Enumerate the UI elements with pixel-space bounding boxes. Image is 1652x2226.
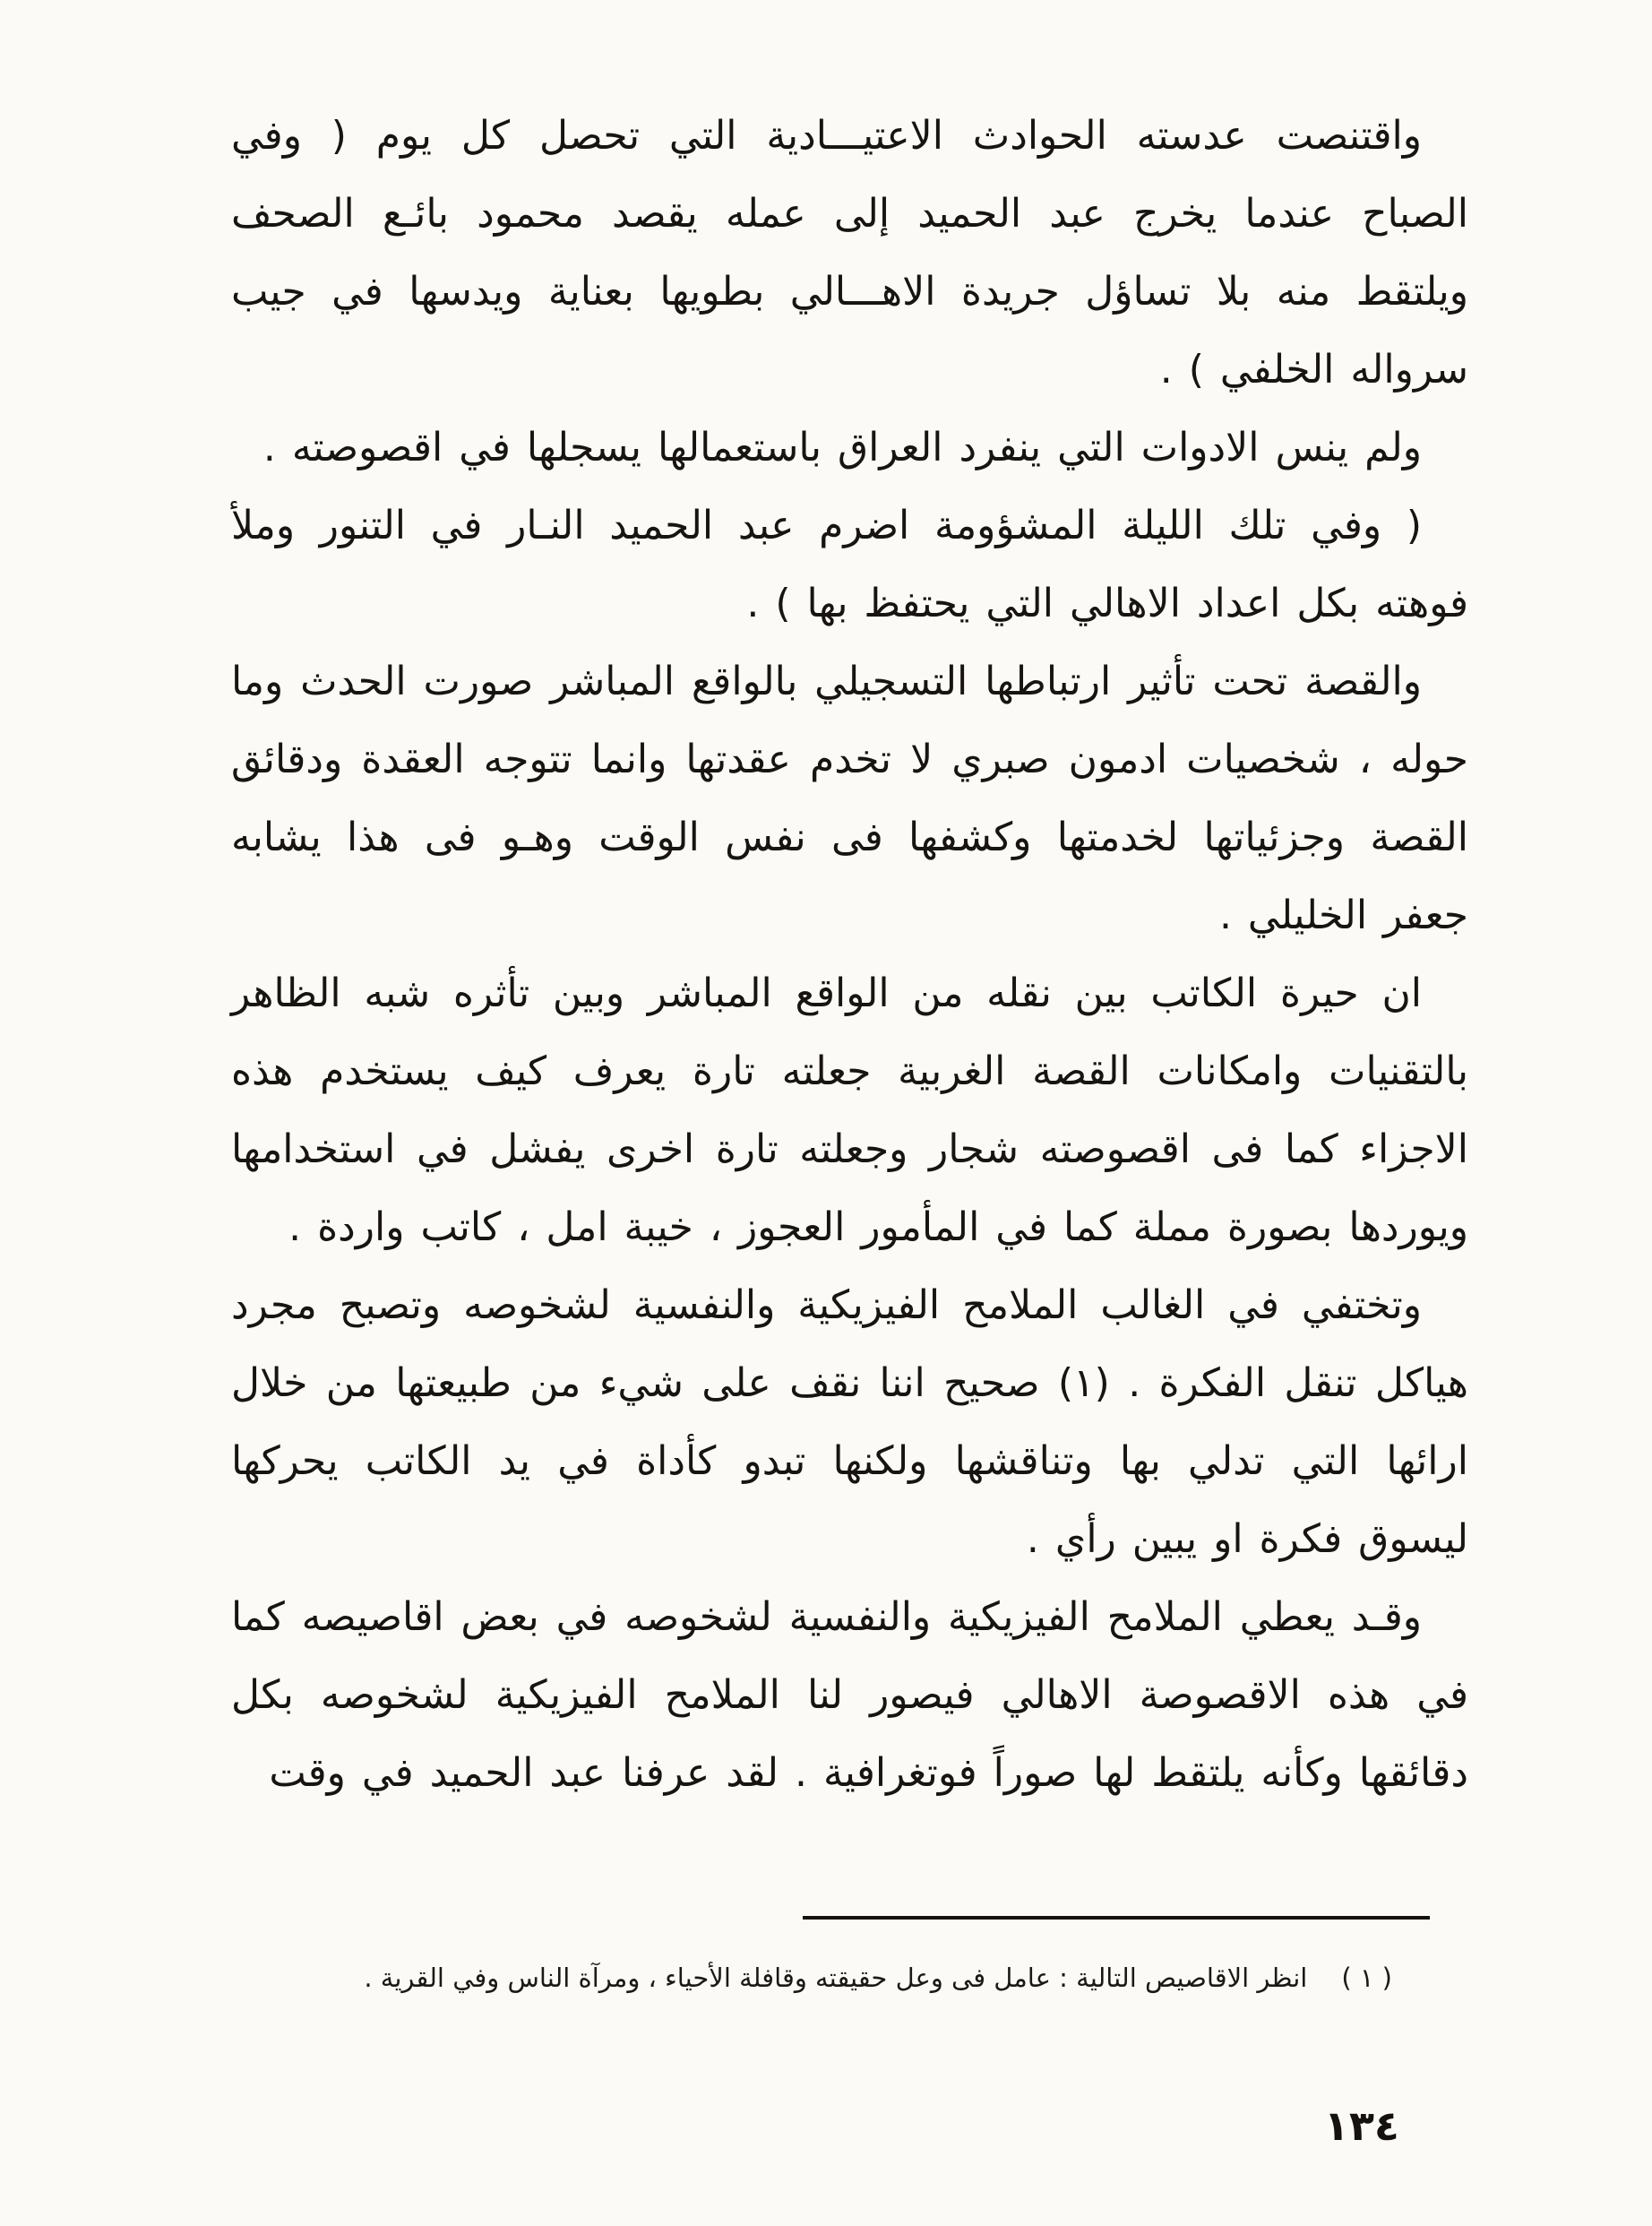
paragraph: واقتنصت عدسته الحوادث الاعتيـــادية التي تحصل كل يوم ( وفي الصباح عندما يخرج عبد الحميد إلى عمله يقصد محمود بائـع الصحف ويلتقط منه بلا تساؤل جريدة الاهـــالي بطويها بعناية ويدسها في جيب سرواله الخلفي ) .	[231, 113, 1468, 393]
footnote-divider-rule	[803, 1916, 1430, 1920]
footnote	[269, 1958, 1392, 1997]
paragraph: وقـد يعطي الملامح الفيزيكية والنفسية لشخوصه في بعض اقاصيصه كما في هذه الاقصوصة الاهالي فيصور لنا الملامح الفيزيكية لشخوصه بكل دقائقها وكأنه يلتقط لها صوراً فوتغرافية . لقد عرفنا عبد الحميد في وقت	[231, 1594, 1468, 1796]
paragraph: ولم ينس الادوات التي ينفرد العراق باستعمالها يسجلها في اقصوصته .	[262, 425, 1422, 470]
paragraph: والقصة تحت تأثير ارتباطها التسجيلي بالواقع المباشر صورت الحدث وما حوله ، شخصيات ادمون صبري لا تخدم عقدتها وانما تتوجه العقدة ودقائق القصة وجزئياتها لخدمتها وكشفها فى نفس الوقت وهـو فى هذا يشابه جعفر الخليلي .	[231, 659, 1468, 938]
footnote-text: انظر الاقاصيص التالية : عامل فى وعل حقيقته وقافلة الأحياء ، ومرآة الناس وفي القرية .	[364, 1963, 1308, 1993]
page-number: ١٣٤	[1323, 2101, 1399, 2150]
paragraph: ( وفي تلك الليلة المشؤومة اضرم عبد الحميد النـار في التنور وملأ فوهته بكل اعداد الاهالي التي يحتفظ بها ) .	[231, 503, 1468, 626]
paragraph: وتختفي في الغالب الملامح الفيزيكية والنفسية لشخوصه وتصبح مجرد هياكل تنقل الفكرة . (١) صحيح اننا نقف على شيء من طبيعتها من خلال ارائها التي تدلي بها وتناقشها ولكنها تبدو كأداة في يد الكاتب يحركها ليسوق فكرة او يبين رأي .	[231, 1282, 1469, 1562]
main-text-block	[231, 97, 1468, 1812]
footnote-marker: ( ١ )	[1341, 1963, 1392, 1993]
paragraph: ان حيرة الكاتب بين نقله من الواقع المباشر وبين تأثره شبه الظاهر بالتقنيات وامكانات القصة الغربية جعلته تارة يعرف كيف يستخدم هذه الاجزاء كما فى اقصوصته شجار وجعلته تارة اخرى يفشل في استخدامها ويوردها بصورة مملة كما في المأمور العجوز ، خيبة امل ، كاتب واردة .	[231, 971, 1468, 1250]
